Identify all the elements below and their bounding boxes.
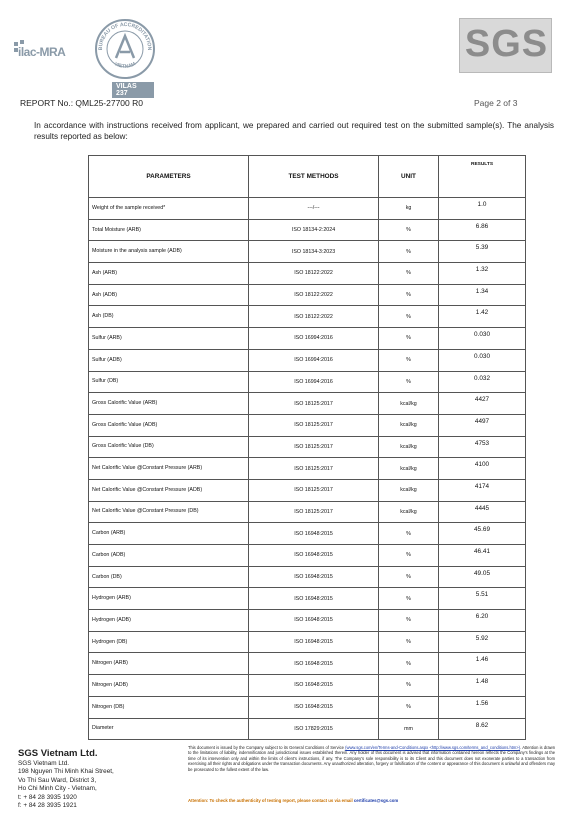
method-cell: ISO 16948:2015 — [249, 696, 379, 718]
unit-cell: mm — [379, 718, 439, 740]
address-line: f: + 84 28 3935 1921 — [18, 802, 77, 810]
result-cell: 4100 — [439, 458, 526, 480]
method-cell: ISO 18134-2:2024 — [249, 219, 379, 241]
result-cell: 1.56 — [439, 696, 526, 718]
param-cell: Sulfur (ADB) — [89, 349, 249, 371]
param-cell: Nitrogen (ADB) — [89, 675, 249, 697]
param-cell: Carbon (DB) — [89, 566, 249, 588]
result-cell: 1.32 — [439, 263, 526, 285]
table-row — [89, 675, 526, 697]
report-number: REPORT No.: QML25-27700 R0 — [20, 98, 143, 108]
result-cell: 6.20 — [439, 610, 526, 632]
result-cell: 6.86 — [439, 219, 526, 241]
footer-address — [18, 760, 114, 810]
warning-text: Attention: To check the authenticity of testing report, please contact us via email — [188, 798, 354, 803]
table-row — [89, 284, 526, 306]
param-cell: Diameter — [89, 718, 249, 740]
unit-cell: % — [379, 219, 439, 241]
unit-cell: % — [379, 675, 439, 697]
table-row — [89, 718, 526, 740]
footer-authenticity-warning — [188, 798, 555, 803]
seal-text: BUREAU OF ACCREDITATION — [97, 21, 153, 51]
param-cell: Gross Calorific Value (ARB) — [89, 393, 249, 415]
result-cell: 1.42 — [439, 306, 526, 328]
method-cell: ISO 18125:2017 — [249, 479, 379, 501]
table-body — [89, 198, 526, 740]
table-row — [89, 458, 526, 480]
address-line: 198 Nguyen Thi Minh Khai Street, — [18, 768, 114, 776]
table-row — [89, 696, 526, 718]
table-row — [89, 306, 526, 328]
vilas-badge: VILAS 237 — [112, 82, 154, 98]
table-row — [89, 349, 526, 371]
result-cell: 45.69 — [439, 523, 526, 545]
table-row — [89, 241, 526, 263]
unit-cell: % — [379, 523, 439, 545]
param-cell: Weight of the sample received* — [89, 198, 249, 220]
table-row — [89, 501, 526, 523]
param-cell: Hydrogen (DB) — [89, 631, 249, 653]
result-cell: 4753 — [439, 436, 526, 458]
result-cell: 1.0 — [439, 198, 526, 220]
unit-cell: % — [379, 588, 439, 610]
unit-cell: kg — [379, 198, 439, 220]
unit-cell: kcal/kg — [379, 436, 439, 458]
sgs-logo-text: SGS — [464, 23, 549, 65]
param-cell: Ash (ARB) — [89, 263, 249, 285]
unit-cell: kcal/kg — [379, 458, 439, 480]
method-cell: ISO 18125:2017 — [249, 501, 379, 523]
table-row — [89, 328, 526, 350]
disclaimer-text: This document is issued by the Company subject to its General Conditions of Service — [188, 745, 346, 750]
param-cell: Sulfur (DB) — [89, 371, 249, 393]
result-cell: 46.41 — [439, 545, 526, 567]
method-cell: ISO 18122:2022 — [249, 263, 379, 285]
method-cell: ISO 16994:2016 — [249, 371, 379, 393]
header-parameters: PARAMETERS — [89, 156, 249, 198]
param-cell: Hydrogen (ARB) — [89, 588, 249, 610]
unit-cell: kcal/kg — [379, 414, 439, 436]
method-cell: ISO 16948:2015 — [249, 675, 379, 697]
unit-cell: % — [379, 263, 439, 285]
unit-cell: % — [379, 241, 439, 263]
result-cell: 4174 — [439, 479, 526, 501]
sgs-logo — [459, 18, 552, 73]
ilac-mra-label: ilac-MRA — [18, 45, 66, 59]
method-cell: ISO 16948:2015 — [249, 523, 379, 545]
result-cell: 0.030 — [439, 349, 526, 371]
terms-link[interactable]: (www.sgs.com/en/Terms-and-Conditions.aspx <http://www.sgs.com/terms_and_conditions.htm>) — [345, 745, 521, 750]
header-results: RESULTS — [439, 156, 526, 198]
unit-cell: kcal/kg — [379, 393, 439, 415]
accreditation-seal-icon — [94, 18, 156, 80]
method-cell: ISO 18125:2017 — [249, 393, 379, 415]
disclaimer-text-cont: . Attention is drawn to the limitations of liability, indemnification and jurisdictional issues established therein. Any holder of this document is advised that information contained hereon reflects the Company's findings at the time of its intervention only and within the limits of client's instructions, if any. The Company's sole responsibility is to its Client and this document does not exonerate parties to a transaction from exercising all their rights and obligations under the transaction documents. Any unauthorized alteration, forgery or falsification of the content or appearance of this document is unlawful and offenders may be prosecuted to the fullest extent of the law. — [188, 745, 555, 772]
method-cell: ISO 16994:2016 — [249, 349, 379, 371]
table-row — [89, 545, 526, 567]
table-row — [89, 653, 526, 675]
method-cell: ISO 16948:2015 — [249, 588, 379, 610]
unit-cell: kcal/kg — [379, 479, 439, 501]
param-cell: Ash (ADB) — [89, 284, 249, 306]
table-row — [89, 263, 526, 285]
result-cell: 0.030 — [439, 328, 526, 350]
unit-cell: % — [379, 349, 439, 371]
param-cell: Net Calorific Value @Constant Pressure (DB) — [89, 501, 249, 523]
table-row — [89, 414, 526, 436]
method-cell: ISO 16948:2015 — [249, 545, 379, 567]
method-cell: ---/--- — [249, 198, 379, 220]
address-line: Ho Chi Minh City - Vietnam, — [18, 785, 97, 793]
certificates-email-link[interactable]: certificates@sgs.com — [353, 798, 399, 803]
param-cell: Nitrogen (DB) — [89, 696, 249, 718]
method-cell: ISO 16948:2015 — [249, 653, 379, 675]
footer-company-name: SGS Vietnam Ltd. — [18, 748, 98, 759]
address-line: SGS Vietnam Ltd. — [18, 760, 70, 767]
method-cell: ISO 16948:2015 — [249, 566, 379, 588]
param-cell: Hydrogen (ADB) — [89, 610, 249, 632]
param-cell: Carbon (ARB) — [89, 523, 249, 545]
address-line: Vo Thi Sau Ward, District 3, — [18, 776, 97, 784]
unit-cell: % — [379, 631, 439, 653]
param-cell: Nitrogen (ARB) — [89, 653, 249, 675]
table-row — [89, 479, 526, 501]
table-row — [89, 566, 526, 588]
result-cell: 1.48 — [439, 675, 526, 697]
param-cell: Gross Calorific Value (DB) — [89, 436, 249, 458]
method-cell: ISO 17829:2015 — [249, 718, 379, 740]
table-row — [89, 219, 526, 241]
unit-cell: % — [379, 328, 439, 350]
result-cell: 5.92 — [439, 631, 526, 653]
result-cell: 5.39 — [439, 241, 526, 263]
unit-cell: % — [379, 610, 439, 632]
result-cell: 4445 — [439, 501, 526, 523]
table-header-row — [89, 156, 526, 198]
method-cell: ISO 18125:2017 — [249, 414, 379, 436]
table-row — [89, 371, 526, 393]
method-cell: ISO 16948:2015 — [249, 631, 379, 653]
result-cell: 4427 — [439, 393, 526, 415]
table-row — [89, 198, 526, 220]
result-cell: 49.05 — [439, 566, 526, 588]
results-table — [88, 155, 526, 740]
param-cell: Carbon (ADB) — [89, 545, 249, 567]
param-cell: Gross Calorific Value (ADB) — [89, 414, 249, 436]
table-row — [89, 610, 526, 632]
table-row — [89, 631, 526, 653]
param-cell: Sulfur (ARB) — [89, 328, 249, 350]
footer-disclaimer — [188, 745, 555, 772]
result-cell: 5.51 — [439, 588, 526, 610]
result-cell: 1.34 — [439, 284, 526, 306]
intro-paragraph: In accordance with instructions received from applicant, we prepared and carried out required test on the submitted sample(s). The analysis results reported as below: — [34, 121, 554, 141]
result-cell: 4497 — [439, 414, 526, 436]
page-number: Page 2 of 3 — [474, 98, 518, 108]
table-row — [89, 436, 526, 458]
param-cell: Net Calorific Value @Constant Pressure (ARB) — [89, 458, 249, 480]
method-cell: ISO 18122:2022 — [249, 306, 379, 328]
table-row — [89, 523, 526, 545]
method-cell: ISO 18122:2022 — [249, 284, 379, 306]
result-cell: 0.032 — [439, 371, 526, 393]
method-cell: ISO 16948:2015 — [249, 610, 379, 632]
unit-cell: % — [379, 306, 439, 328]
method-cell: ISO 16994:2016 — [249, 328, 379, 350]
header-test-methods: TEST METHODS — [249, 156, 379, 198]
unit-cell: % — [379, 696, 439, 718]
method-cell: ISO 18125:2017 — [249, 436, 379, 458]
header-unit: UNIT — [379, 156, 439, 198]
unit-cell: % — [379, 653, 439, 675]
unit-cell: % — [379, 371, 439, 393]
method-cell: ISO 18134-3:2023 — [249, 241, 379, 263]
param-cell: Net Calorific Value @Constant Pressure (ADB) — [89, 479, 249, 501]
table-row — [89, 588, 526, 610]
address-line: t: + 84 28 3935 1920 — [18, 793, 77, 801]
param-cell: Moisture in the analysis sample (ADB) — [89, 241, 249, 263]
result-cell: 1.46 — [439, 653, 526, 675]
seal-country: VIETNAM — [113, 61, 137, 70]
unit-cell: % — [379, 566, 439, 588]
param-cell: Ash (DB) — [89, 306, 249, 328]
table-row — [89, 393, 526, 415]
param-cell: Total Moisture (ARB) — [89, 219, 249, 241]
unit-cell: % — [379, 545, 439, 567]
accreditation-logos — [14, 12, 154, 97]
result-cell: 8.62 — [439, 718, 526, 740]
method-cell: ISO 18125:2017 — [249, 458, 379, 480]
unit-cell: % — [379, 284, 439, 306]
unit-cell: kcal/kg — [379, 501, 439, 523]
